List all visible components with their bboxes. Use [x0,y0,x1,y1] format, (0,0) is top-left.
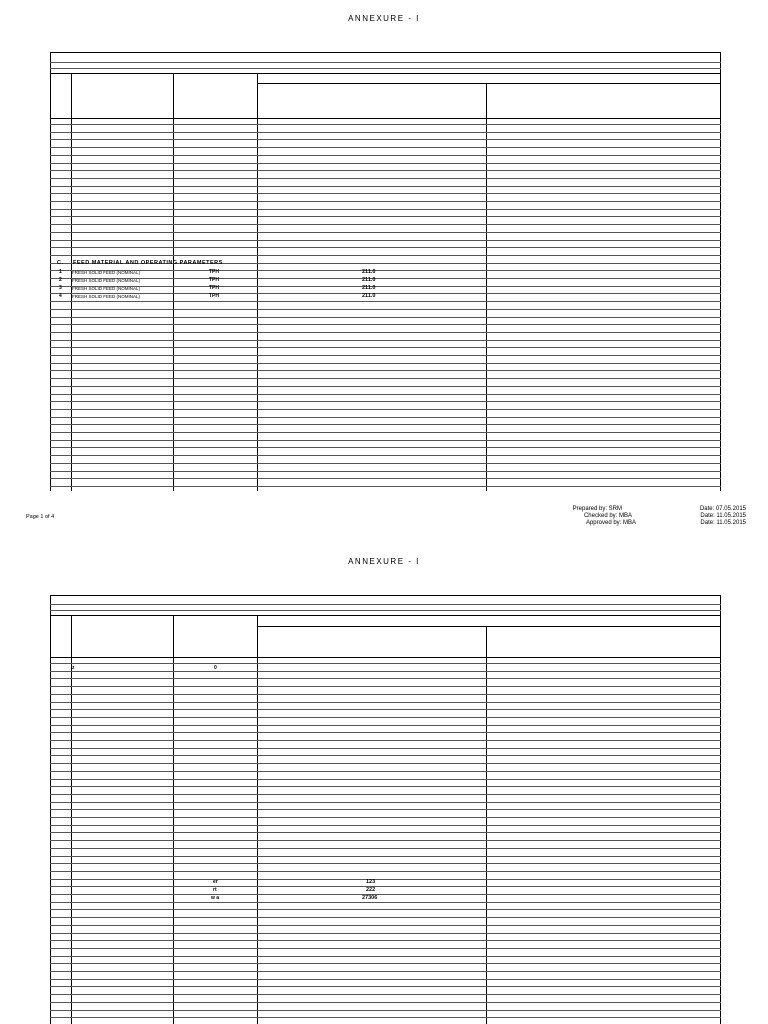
table-rule [50,786,721,787]
table-rule [50,694,721,695]
table-rule [50,686,721,687]
table-rule [50,725,721,726]
table-rule [50,1002,721,1003]
feed-row-value: 211.0 [362,285,376,291]
table-rule [50,840,721,841]
table-rule [50,856,721,857]
table-rule [50,409,721,410]
table-rule [50,879,721,880]
feed-row-unit: TPH [209,277,219,283]
table-rule [50,832,721,833]
table-rule [50,286,721,287]
table-rule [50,170,721,171]
table-rule [50,771,721,772]
table-rule [50,270,721,271]
table-rule [50,186,721,187]
row-unit: rt [213,887,217,893]
row-unit: er [213,879,218,885]
table-rule [50,432,721,433]
table-rule [50,986,721,987]
table-rule [50,309,721,310]
table-rule [50,817,721,818]
table-rule [50,147,721,148]
table-rule [50,124,721,125]
table-rule [50,471,721,472]
table-rule [50,394,721,395]
date-prepared: Date: 07.05.2015 [699,506,746,512]
table-rule [50,209,721,210]
table-rule [50,863,721,864]
table-rule [50,178,721,179]
row-value: 222 [366,887,376,893]
table-rule [50,478,721,479]
table-rule [50,293,721,294]
feed-row-value: 211.0 [362,269,376,275]
table-rule [50,894,721,895]
table-rule [50,848,721,849]
row-a-unit: 0 [214,665,217,671]
page2-title: ANNEXURE - I [348,557,420,566]
table-rule [50,255,721,256]
row-value: 123 [366,879,376,885]
table-rule [50,278,721,279]
table-rule [50,940,721,941]
table-rule [50,902,721,903]
table-rule [50,717,721,718]
row-unit: w a [211,895,220,901]
table-rule [50,748,721,749]
feed-row-unit: TPH [209,285,219,291]
table-rule [50,424,721,425]
table-rule [50,216,721,217]
table-rule [50,332,721,333]
table-rule [50,440,721,441]
feed-row-no: 4 [59,293,62,299]
feed-row-no: 1 [59,269,62,275]
table-rule [50,956,721,957]
table-rule [50,925,721,926]
section-c-letter: C. [57,260,64,266]
table-rule [50,378,721,379]
table-rule [50,871,721,872]
feed-row-desc: FRESH SOLID FEED (NOMINAL) [72,294,141,299]
table-rule [50,740,721,741]
feed-row-no: 2 [59,277,62,283]
feed-row-desc: FRESH SOLID FEED (NOMINAL) [72,286,141,291]
table-rule [50,702,721,703]
table-rule [50,193,721,194]
date-approved: Date: 11.05.2015 [700,520,746,526]
table-rule [50,671,721,672]
table-rule [50,779,721,780]
feed-row-desc: FRESH SOLID FEED (NOMINAL) [72,270,141,275]
table-rule [50,340,721,341]
section-c-heading: FEED MATERIAL AND OPERATING PARAMETERS [73,260,223,266]
row-value: 27306 [362,895,378,901]
table-rule [50,709,721,710]
table-rule [50,971,721,972]
table-rule [50,417,721,418]
page1-title: ANNEXURE - I [348,14,420,23]
table-rule [50,963,721,964]
table-rule [50,132,721,133]
table-rule [50,224,721,225]
table-rule [50,163,721,164]
table-rule [50,324,721,325]
table-rule [50,732,721,733]
table-rule [50,370,721,371]
feed-row-value: 211.0 [362,277,376,283]
table-rule [50,809,721,810]
table-rule [50,232,721,233]
feed-row-unit: TPH [209,269,219,275]
table-rule [50,755,721,756]
feed-row-unit: TPH [209,293,219,299]
date-checked: Date: 11.05.2015 [700,513,746,519]
table-rule [50,247,721,248]
table-rule [50,301,721,302]
table-rule [50,363,721,364]
table-rule [50,933,721,934]
table-rule [50,386,721,387]
table-rule [50,201,721,202]
table-rule [50,979,721,980]
table-rule [50,463,721,464]
page2-table [50,595,721,1024]
table-rule [50,763,721,764]
table-rule [50,917,721,918]
feed-row-value: 211.0 [362,293,376,299]
table-rule [50,948,721,949]
page-number: Page 1 of 4 [26,514,55,520]
table-rule [50,825,721,826]
table-rule [50,486,721,487]
table-rule [50,802,721,803]
table-rule [50,347,721,348]
row-a-desc: z [72,665,75,671]
prepared-by: Prepared by: SRM [572,506,622,512]
table-rule [50,909,721,910]
table-rule [50,886,721,887]
table-rule [50,317,721,318]
table-rule [50,678,721,679]
table-rule [50,401,721,402]
table-rule [50,447,721,448]
table-rule [50,455,721,456]
table-rule [50,994,721,995]
feed-row-no: 3 [59,285,62,291]
table-rule [50,139,721,140]
table-rule [50,794,721,795]
table-rule [50,155,721,156]
approved-by: Approved by: MBA [585,520,636,526]
page1-table [50,52,721,491]
table-rule [50,1010,721,1011]
feed-row-desc: FRESH SOLID FEED (NOMINAL) [72,278,141,283]
table-rule [50,663,721,664]
table-rule [50,1017,721,1018]
table-rule [50,240,721,241]
table-rule [50,355,721,356]
checked-by: Checked by: MBA [583,513,632,519]
